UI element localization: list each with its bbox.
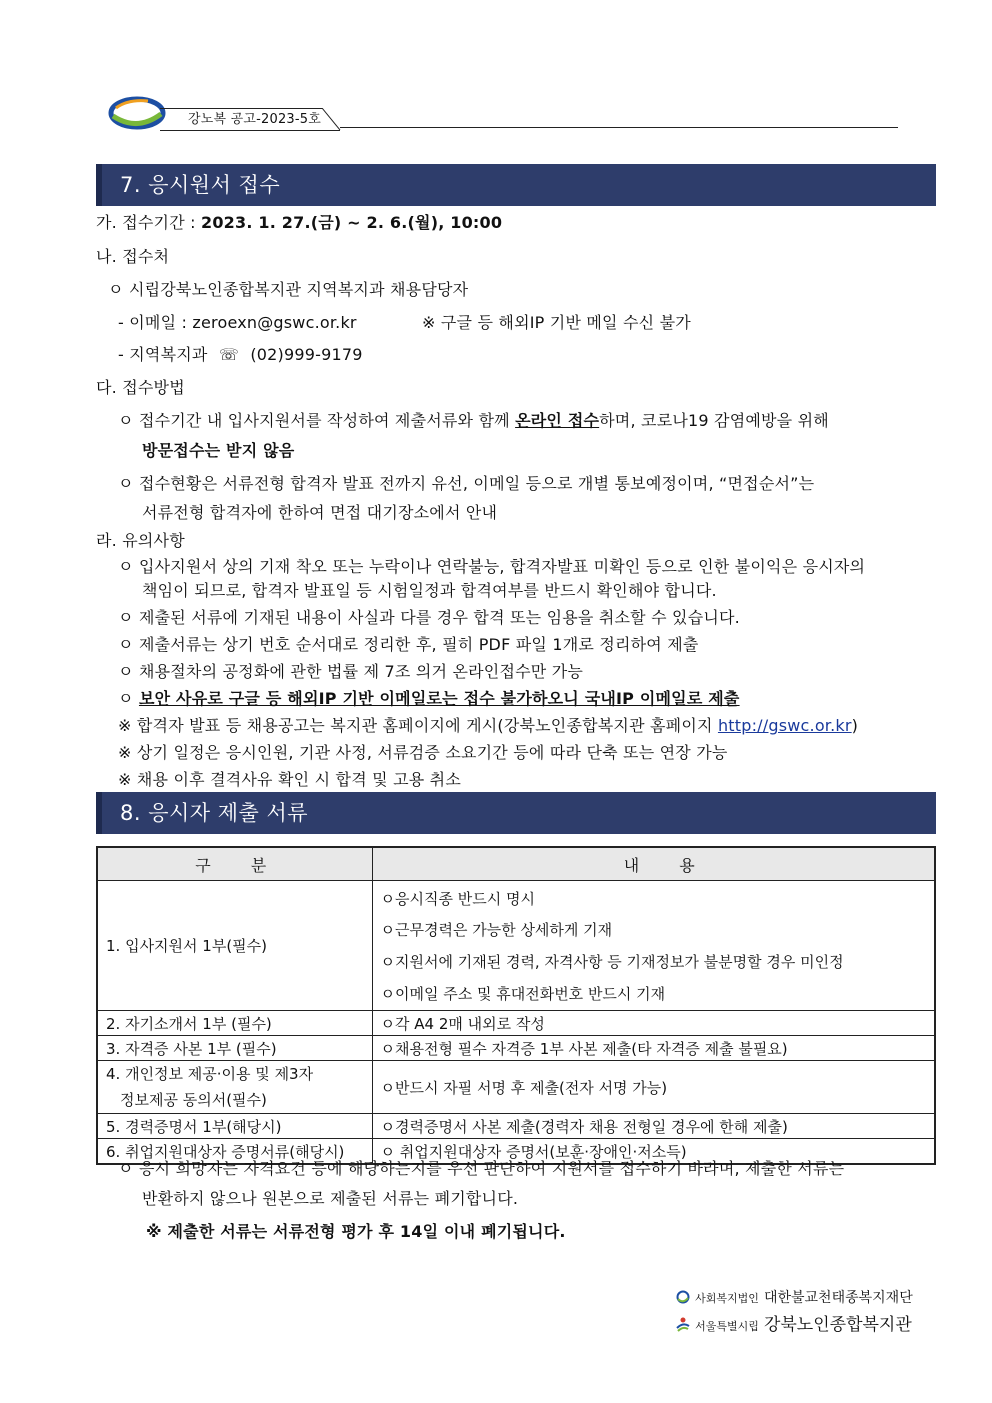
org-1-prefix: 사회복지법인 — [695, 1292, 759, 1305]
row-category-line: 4. 개인정보 제공·이용 및 제3자 — [106, 1065, 314, 1083]
section-7-title: 7. 응시원서 접수 — [120, 173, 281, 197]
phone-value: (02)999-9179 — [245, 345, 363, 364]
method-2a: ㅇ 접수현황은 서류전형 합격자 발표 전까지 유선, 이메일 등으로 개별 통보예정이며, “면접순서”는 — [118, 474, 815, 493]
email-line: - 이메일 : zeroexn@gswc.or.kr — [118, 313, 357, 332]
table-header-row — [97, 847, 935, 881]
note-2: ㅇ 제출된 서류에 기재된 내용이 사실과 다를 경우 합격 또는 임용을 취소할 수 있습니다. — [118, 608, 740, 627]
row-category: 3. 자격증 사본 1부 (필수) — [97, 1036, 372, 1061]
header-logo — [108, 96, 166, 130]
content-line: ㅇ응시직종 반드시 명시 — [380, 890, 535, 908]
row-contents: ㅇ반드시 자필 서명 후 제출(전자 서명 가능) — [372, 1061, 935, 1114]
method-1-text-end: 하며, 코로나19 감염예방을 위해 — [599, 411, 829, 430]
email-note: ※ 구글 등 해외IP 기반 메일 수신 불가 — [422, 313, 691, 332]
period-label: 가. 접수기간 : — [96, 213, 202, 232]
documents-table — [96, 846, 936, 1165]
footer-org-2 — [676, 1310, 912, 1335]
content-line: ㅇ근무경력은 가능한 상세하게 기재 — [380, 921, 613, 939]
method-label: 다. 접수방법 — [96, 378, 185, 397]
row-category: 5. 경력증명서 1부(해당시) — [97, 1114, 372, 1139]
row-contents: ㅇ각 A4 2매 내외로 작성 — [372, 1011, 935, 1036]
phone-label: - 지역복지과 — [118, 345, 213, 364]
note-6-close: ) — [851, 716, 859, 735]
row-contents — [372, 881, 935, 1011]
header-rule — [340, 127, 898, 128]
row-category: 2. 자기소개서 1부 (필수) — [97, 1011, 372, 1036]
org-2-prefix: 서울특별시립 — [695, 1320, 759, 1333]
footnote-2: ※ 제출한 서류는 서류전형 평가 후 14일 이내 폐기됩니다. — [146, 1222, 566, 1241]
note-7: ※ 상기 일정은 응시인원, 기관 사정, 서류검증 소요기간 등에 따라 단축 또는 연장 가능 — [118, 743, 728, 762]
col-category-header: 구분 — [97, 847, 372, 881]
section-7-bar — [96, 164, 936, 206]
note-4: ㅇ 채용절차의 공정화에 관한 법률 제 7조 의거 온라인접수만 가능 — [118, 662, 584, 681]
footer-org-1 — [676, 1287, 913, 1307]
note-6-text: ※ 합격자 발표 등 채용공고는 복지관 홈페이지에 게시(강북노인종합복지관 홈페이지 — [118, 716, 718, 735]
header-tab-top — [160, 108, 322, 109]
seoul-logo-icon — [676, 1316, 690, 1332]
org-1-name: 대한불교천태종복지재단 — [763, 1290, 913, 1306]
note-3: ㅇ 제출서류는 상기 번호 순서대로 정리한 후, 필히 PDF 파일 1개로 정리하여 제출 — [118, 635, 699, 654]
tab-slant-icon — [322, 108, 342, 130]
footnote-1a: ㅇ 응시 희망자는 자격요건 등에 해당하는지를 우선 판단하여 지원서를 접수하기 바라며, 제출한 서류는 — [118, 1159, 845, 1178]
table-row — [97, 1114, 935, 1139]
method-2b: 서류전형 합격자에 한하여 면접 대기장소에서 안내 — [142, 503, 498, 522]
table-row — [97, 1061, 935, 1114]
col-content-header: 내용 — [372, 847, 935, 881]
table-row — [97, 1036, 935, 1061]
org-2-name: 강북노인종합복지관 — [763, 1315, 912, 1335]
row-contents: ㅇ채용전형 필수 자격증 1부 사본 제출(타 자격증 제출 불필요) — [372, 1036, 935, 1061]
row-contents: ㅇ 취업지원대상자 증명서(보훈·장애인·저소득) — [372, 1139, 935, 1165]
method-1-no-visit: 방문접수는 받지 않음 — [142, 441, 295, 460]
note-5 — [118, 688, 740, 710]
phone-icon: ☏ — [218, 345, 240, 364]
content-line: ㅇ지원서에 기재된 경력, 자격사항 등 기재정보가 불분명할 경우 미인정 — [380, 953, 844, 971]
doc-number: 강노복 공고-2023-5호 — [188, 112, 322, 127]
homepage-link[interactable]: http://gswc.or.kr — [717, 716, 852, 735]
row-contents: ㅇ경력증명서 사본 제출(경력자 채용 전형일 경우에 한해 제출) — [372, 1114, 935, 1139]
note-8: ※ 채용 이후 결격사유 확인 시 합격 및 고용 취소 — [118, 770, 461, 789]
row-category: 1. 입사지원서 1부(필수) — [97, 881, 372, 1011]
note-1b: 책임이 되므로, 합격자 발표일 등 시험일정과 합격여부를 반드시 확인해야 합니다. — [142, 581, 717, 600]
footnote-1b: 반환하지 않으나 원본으로 제출된 서류는 폐기합니다. — [142, 1189, 519, 1208]
place-label: 나. 접수처 — [96, 247, 170, 266]
row-category-line: 정보제공 동의서(필수) — [120, 1091, 267, 1109]
table-row — [97, 881, 935, 1011]
section-8-title: 8. 응시자 제출 서류 — [120, 801, 309, 825]
row-category — [97, 1061, 372, 1114]
content-line: ㅇ이메일 주소 및 휴대전화번호 반드시 기재 — [380, 985, 666, 1003]
note-6 — [118, 715, 858, 737]
table-row — [97, 1011, 935, 1036]
section-8-bar — [96, 792, 936, 834]
method-1-text: ㅇ 접수기간 내 입사지원서를 작성하여 제출서류와 함께 — [118, 411, 516, 430]
section-bar-mark — [96, 164, 102, 206]
notes-label: 라. 유의사항 — [96, 531, 185, 550]
section-bar-mark — [96, 792, 102, 834]
period-row — [96, 212, 502, 234]
phone-row — [118, 344, 363, 366]
foundation-logo-icon — [676, 1290, 690, 1304]
period-value: 2023. 1. 27.(금) ~ 2. 6.(월), 10:00 — [201, 213, 503, 232]
place-org: ㅇ 시립강북노인종합복지관 지역복지과 채용담당자 — [108, 280, 469, 299]
row-category: 6. 취업지원대상자 증명서류(해당시) — [97, 1139, 372, 1165]
note-1a: ㅇ 입사지원서 상의 기재 착오 또는 누락이나 연락불능, 합격자발표 미확인 등으로 인한 불이익은 응시자의 — [118, 557, 866, 576]
method-1 — [118, 410, 829, 432]
logo-ring-icon — [108, 96, 166, 130]
online-apply-emphasis: 온라인 접수 — [515, 411, 600, 430]
note-5-emphasis: 보안 사유로 구글 등 해외IP 기반 이메일로는 접수 불가하오니 국내IP 이메일로 제출 — [138, 689, 740, 708]
note-5-prefix: ㅇ — [118, 689, 139, 708]
